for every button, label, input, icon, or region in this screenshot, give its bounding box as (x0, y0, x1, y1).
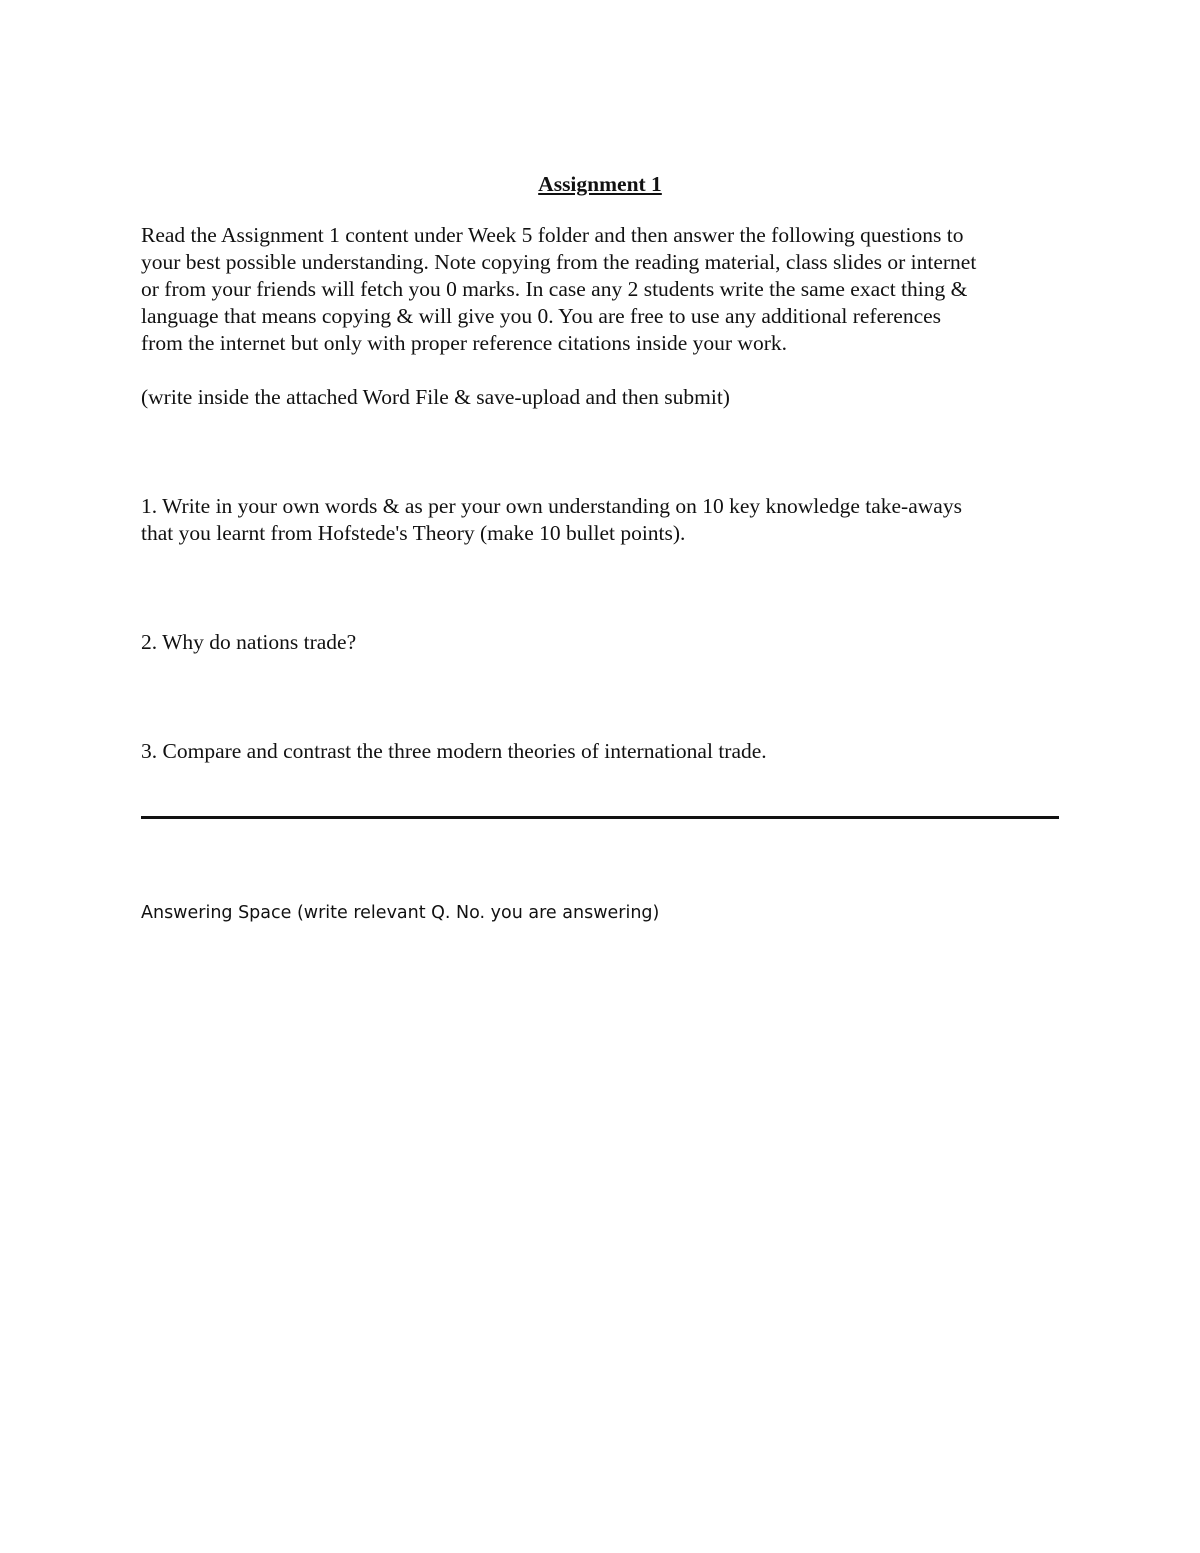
question-1: 1. Write in your own words & as per your own understanding on 10 key knowledge take-aways that you learnt from Hofstede's Theory (make 10 bullet points). (141, 494, 962, 545)
horizontal-divider (141, 816, 1059, 819)
intro-paragraph: Read the Assignment 1 content under Week 5 folder and then answer the following questions to your best possible understanding. Note copying from the reading material, class slides or internet or from your friends will fetch you 0 marks. In case any 2 students write the same exact thing & language that means copying & will give you 0. You are free to use any additional references from the internet but only with proper reference citations inside your work. (141, 223, 977, 355)
answering-space-label: Answering Space (write relevant Q. No. you are answering) (141, 903, 660, 923)
assignment-title: Assignment 1 (538, 172, 662, 196)
question-2: 2. Why do nations trade? (141, 630, 357, 654)
document-content (141, 166, 1059, 943)
question-3: 3. Compare and contrast the three modern theories of international trade. (141, 739, 767, 763)
submission-instruction: (write inside the attached Word File & save-upload and then submit) (141, 385, 730, 409)
